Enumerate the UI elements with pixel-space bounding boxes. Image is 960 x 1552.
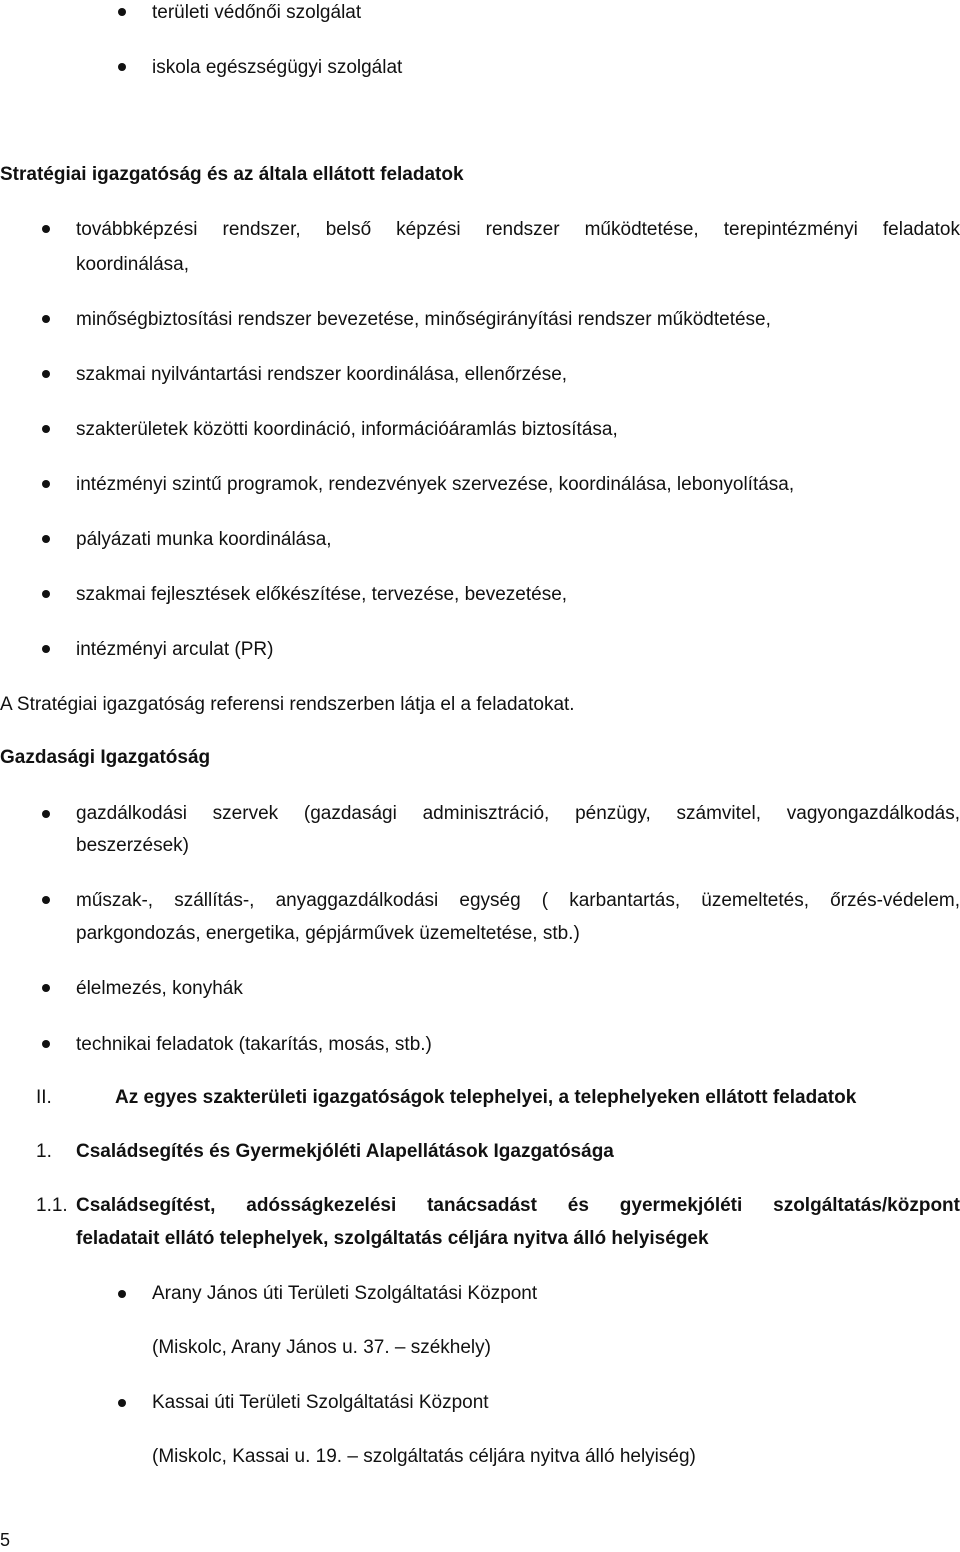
site-name: Kassai úti Területi Szolgáltatási Központ [152, 1392, 489, 1413]
list-item: továbbképzési rendszer, belső képzési rendszer működtetése, terepintézményi feladatok [76, 219, 960, 240]
bullet-icon [42, 810, 50, 818]
section-number: 1.1. [36, 1195, 68, 1216]
bullet-icon [118, 8, 126, 16]
list-item: gazdálkodási szervek (gazdasági adminisztráció, pénzügy, számvitel, vagyongazdálkodás, [76, 803, 960, 824]
list-item: intézményi szintű programok, rendezvények szervezése, koordinálása, lebonyolítása, [76, 474, 795, 495]
list-item: szakmai fejlesztések előkészítése, tervezése, bevezetése, [76, 584, 568, 605]
section-title: Az egyes szakterületi igazgatóságok telephelyei, a telephelyeken ellátott feladatok [115, 1087, 857, 1108]
bullet-icon [42, 370, 50, 378]
section-heading-strategic: Stratégiai igazgatóság és az általa ellátott feladatok [0, 164, 464, 185]
bullet-icon [42, 1040, 50, 1048]
bullet-icon [42, 480, 50, 488]
bullet-icon [42, 645, 50, 653]
page-number: 5 [0, 1530, 11, 1550]
bullet-icon [118, 1399, 126, 1407]
section-title: Családsegítés és Gyermekjóléti Alapellátások Igazgatósága [76, 1141, 614, 1162]
section-number: II. [36, 1087, 52, 1108]
bullet-icon [42, 590, 50, 598]
section-heading-economic: Gazdasági Igazgatóság [0, 747, 211, 768]
site-address: (Miskolc, Arany János u. 37. – székhely) [152, 1337, 491, 1358]
bullet-icon [42, 315, 50, 323]
list-item: szakmai nyilvántartási rendszer koordinálása, ellenőrzése, [76, 364, 568, 385]
list-item: élelmezés, konyhák [76, 978, 243, 999]
bullet-icon [42, 225, 50, 233]
site-name: Arany János úti Területi Szolgáltatási Központ [152, 1283, 538, 1304]
section-number: 1. [36, 1141, 52, 1162]
list-item: technikai feladatok (takarítás, mosás, stb.) [76, 1034, 432, 1055]
list-item: területi védőnői szolgálat [152, 2, 362, 23]
bullet-icon [118, 63, 126, 71]
list-item-continuation: parkgondozás, energetika, gépjárművek üzemeltetése, stb.) [76, 923, 580, 944]
bullet-icon [42, 425, 50, 433]
section-title: Családsegítést, adósságkezelési tanácsadást és gyermekjóléti szolgáltatás/központ [76, 1195, 960, 1216]
list-item: műszak-, szállítás-, anyaggazdálkodási egység ( karbantartás, üzemeltetés, őrzés-védelem, [76, 890, 960, 911]
bullet-icon [42, 896, 50, 904]
bullet-icon [118, 1290, 126, 1298]
list-item: intézményi arculat (PR) [76, 639, 274, 660]
list-item: iskola egészségügyi szolgálat [152, 57, 403, 78]
bullet-icon [42, 535, 50, 543]
list-item-continuation: beszerzések) [76, 835, 189, 856]
list-item-continuation: koordinálása, [76, 254, 190, 275]
list-item: minőségbiztosítási rendszer bevezetése, minőségirányítási rendszer működtetése, [76, 309, 771, 330]
paragraph-note: A Stratégiai igazgatóság referensi rendszerben látja el a feladatokat. [0, 694, 575, 715]
section-title-continuation: feladatait ellátó telephelyek, szolgáltatás céljára nyitva álló helyiségek [76, 1228, 709, 1249]
bullet-icon [42, 984, 50, 992]
list-item: szakterületek közötti koordináció, információáramlás biztosítása, [76, 419, 618, 440]
list-item: pályázati munka koordinálása, [76, 529, 332, 550]
site-address: (Miskolc, Kassai u. 19. – szolgáltatás céljára nyitva álló helyiség) [152, 1446, 696, 1467]
